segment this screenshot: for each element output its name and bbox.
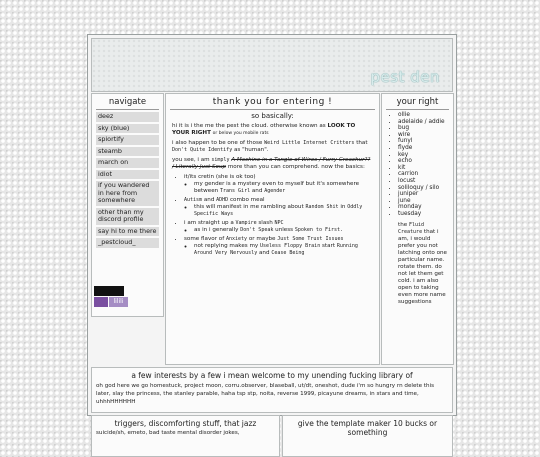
triggers-text: suicide/sh, emeto, bad taste mental disorder jokes,	[96, 430, 240, 436]
triggers-panel	[91, 415, 280, 457]
nav-item-say-hi[interactable]: say hi to me there	[96, 227, 159, 237]
name-item: • bug	[398, 125, 453, 132]
nav-item-deez[interactable]: deez	[96, 112, 159, 122]
interests-panel	[91, 367, 453, 413]
interests-text: oh god here we go homestuck, project moon, corru.observer, blaseball, ut/dt, oneshot, dude i'm so hungry rn delete this later, slay the princess, the stanley parable, haha tsp stp, noita, reverse 1999, picayune dreams, in stars and time, uhhhHHHHHH	[96, 383, 435, 405]
pronouns-item: • it/its cretin (she is ok too) ◦ my gender is a mystery even to myself but it's somewhere between Trans Girl and Agender	[184, 174, 373, 195]
header-banner	[91, 38, 453, 92]
rambling-item: ◦ this will manifest in me rambling about Random Shit in Oddly Specific Ways	[194, 204, 373, 218]
site-title: pest den	[370, 68, 440, 86]
main-panel	[165, 93, 380, 365]
nav-item-steamb[interactable]: steamb	[96, 147, 159, 157]
vampire-item: • i am straight up a Vampire slash NPC ◦ as in i generally Don't Speak unless Spoken to First.	[184, 220, 373, 234]
name-item: • echo	[398, 158, 453, 165]
name-item: • locust	[398, 178, 453, 185]
nav-item-spiortify[interactable]: spiortify	[96, 135, 159, 145]
name-item: • june	[398, 198, 453, 205]
blinkie-badge-2[interactable]	[94, 297, 108, 307]
gender-item: ◦ my gender is a mystery even to myself but it's somewhere between Trans Girl and Agender	[194, 181, 373, 195]
blinkie-badge-1[interactable]	[94, 286, 124, 296]
replying-item: ◦ not replying makes my Useless Floppy Brain start Running Around Very Nervously and Cease Being	[194, 243, 373, 257]
look-right-text: LOOK TO YOUR RIGHT	[172, 123, 356, 136]
machine-paragraph: you see, i am simply A Machine in a Tangle of Wires / Furry Creachur?? / Literally Just Soup more than you can comprehend. now the basics:	[172, 157, 371, 170]
basics-list	[184, 174, 373, 257]
nav-item-discord-profile[interactable]: other than my discord profile	[96, 208, 159, 225]
blinkie-badge-3[interactable]: lilili	[109, 297, 128, 307]
name-item: • monday	[398, 204, 453, 211]
intro-paragraph: hi it is i the me the pest the cloud. otherwise known as LOOK TO YOUR RIGHT or below you mobile rats	[172, 123, 356, 136]
critter-paragraph: i also happen to be one of those Weird Little Internet Critters that Don't Quite Identify as "human".	[172, 140, 368, 153]
interests-title: a few interests by a few i mean welcome to my unending fucking library of	[131, 371, 413, 380]
nav-panel	[91, 93, 164, 317]
nav-item-wandered-in[interactable]: if you wandered in here from somewhere	[96, 181, 159, 206]
name-item: • kit	[398, 165, 453, 172]
neurotype-item: • Autism and ADHD combo meal ◦ this will manifest in me rambling about Random Shit in Oddly Specific Ways	[184, 197, 373, 218]
triggers-title: triggers, discomforting stuff, that jazz	[114, 419, 257, 428]
anxiety-item: • some flavor of Anxiety or maybe Just Some Trust Issues ◦ not replying makes my Useless Floppy Brain start Running Around Very Nervously and Cease Being	[184, 236, 373, 257]
right-title: your right	[386, 94, 449, 110]
names-blurb: the Fluid Creature that i am, i would prefer you not latching onto one particular name. rotate them. do not let them get cold. i am also open to taking even more name suggestions	[398, 221, 447, 305]
main-subtitle: so basically:	[251, 112, 294, 120]
nav-title: navigate	[96, 94, 159, 110]
main-title: thank you for entering !	[170, 94, 375, 110]
template-credit-panel	[282, 415, 453, 457]
name-item: • ollie	[398, 112, 453, 119]
speaking-item: ◦ as in i generally Don't Speak unless Spoken to First.	[194, 227, 373, 234]
nav-item-march-on[interactable]: march on	[96, 158, 159, 168]
name-item: • carrion	[398, 171, 453, 178]
name-item: • adelaide / addie	[398, 119, 453, 126]
name-item: • soliloquy / silo	[398, 185, 453, 192]
main-body	[166, 110, 379, 262]
template-credit-title: give the template maker 10 bucks or something	[297, 419, 438, 437]
name-item: • flyde	[398, 145, 453, 152]
nav-item-idiot[interactable]: idiot	[96, 170, 159, 180]
nav-list	[96, 112, 159, 248]
nav-item-sky[interactable]: sky (blue)	[96, 124, 159, 134]
page-frame	[87, 34, 457, 437]
name-item: • tuesday	[398, 211, 453, 218]
nav-item-pestcloud[interactable]: _pestcloud_	[96, 238, 159, 248]
name-item: • wire	[398, 132, 453, 139]
name-item: • key	[398, 152, 453, 159]
name-item: • funyl	[398, 138, 453, 145]
right-panel	[381, 93, 454, 365]
names-list	[398, 112, 453, 218]
name-item: • juniper	[398, 191, 453, 198]
